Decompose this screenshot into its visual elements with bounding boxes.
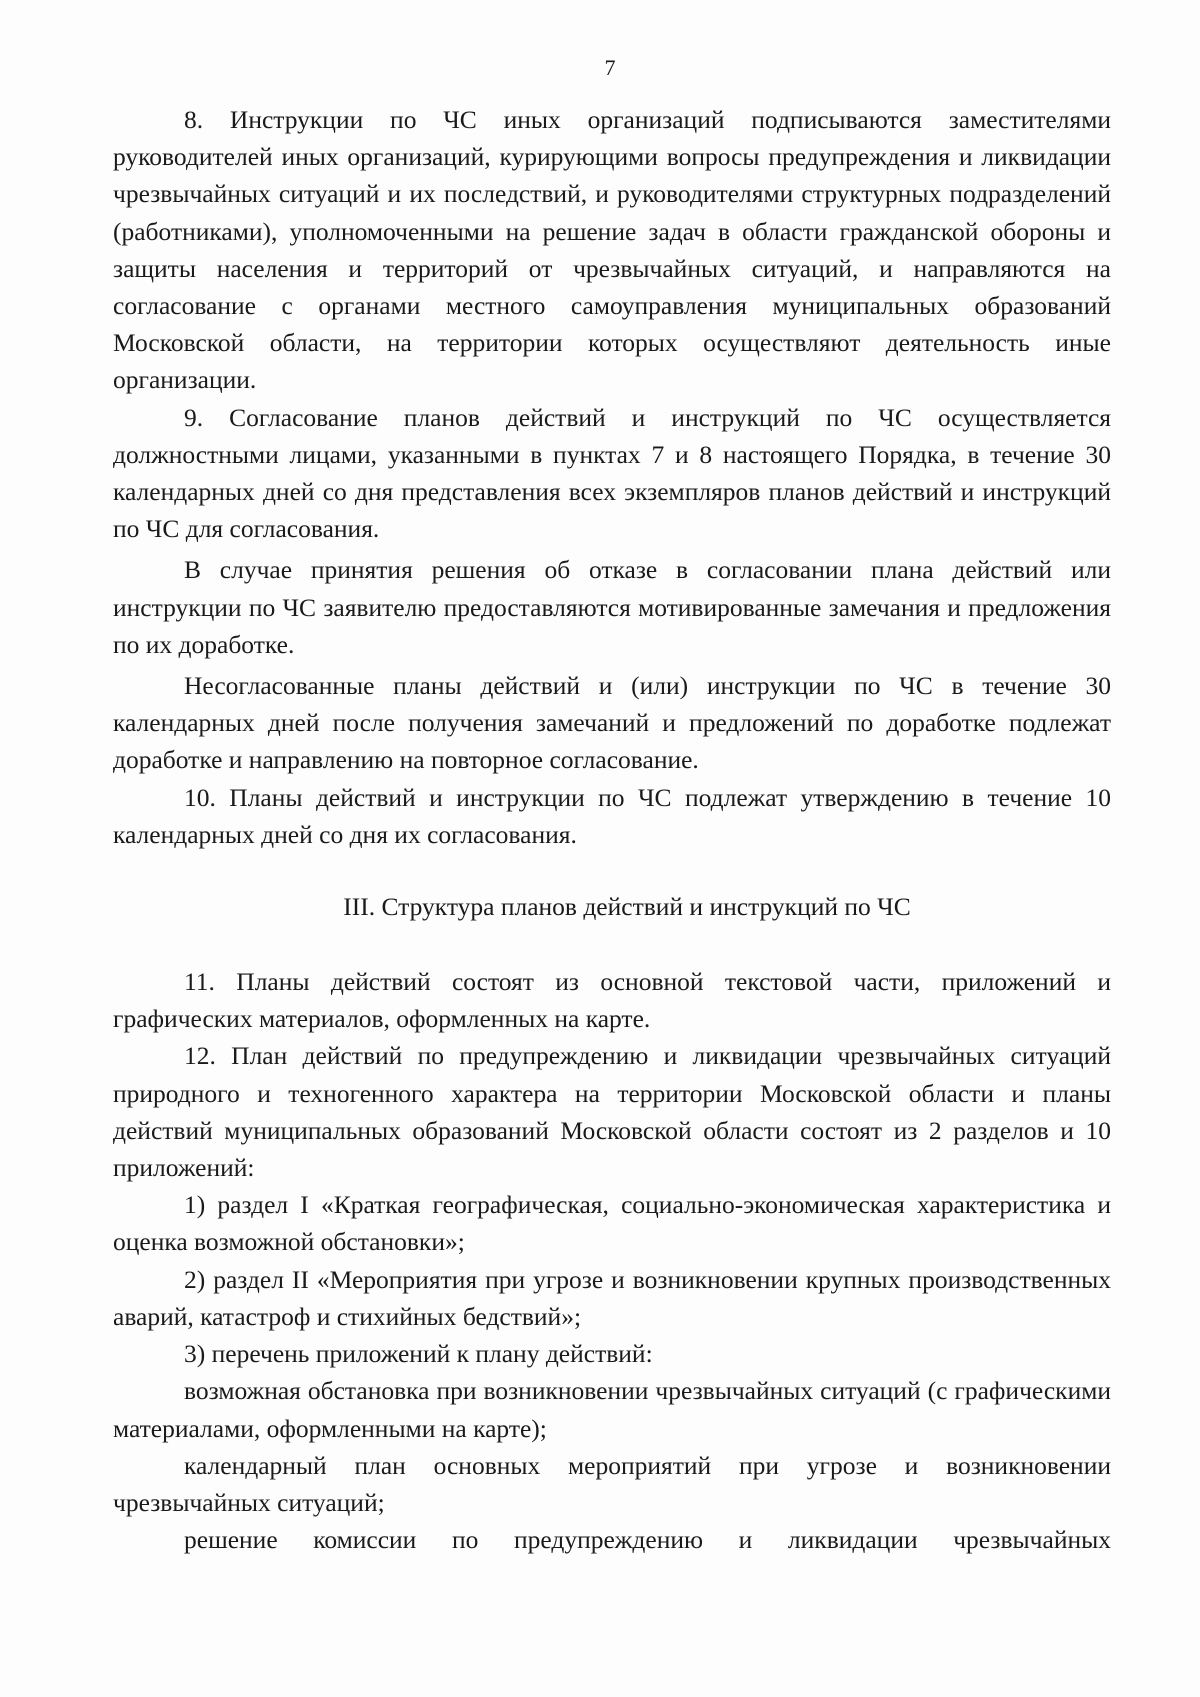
list-item-section-1: 1) раздел I «Краткая географическая, социально-экономическая характеристика и оценка возможной обстановки»;	[113, 1190, 1111, 1257]
list-item-possible-situation: возможная обстановка при возникновении чрезвычайных ситуаций (с графическими материалами, оформленными на карте);	[113, 1376, 1111, 1443]
paragraph-rework: Несогласованные планы действий и (или) инструкции по ЧС в течение 30 календарных дней после получения замечаний и предложений по доработке подлежат доработке и направлению на повторное согласование.	[113, 671, 1111, 775]
paragraph-item-9: 9. Согласование планов действий и инструкций по ЧС осуществляется должностными лицами, указанными в пунктах 7 и 8 настоящего Порядка, в течение 30 календарных дней со дня представления всех экземпляров планов действий и инструкций по ЧС для согласования.	[113, 402, 1111, 544]
paragraph-item-8: 8. Инструкции по ЧС иных организаций подписываются заместителями руководителей иных организаций, курирующими вопросы предупреждения и ликвидации чрезвычайных ситуаций и их последствий, и руководителями структурных подразделений (работниками), уполномоченными на решение задач в области гражданской обороны и защиты населения и территорий от чрезвычайных ситуаций, и направляются на согласование с органами местного самоуправления муниципальных образований Московской области, на территории которых осуществляют деятельность иные организации.	[113, 105, 1111, 395]
paragraph-refusal: В случае принятия решения об отказе в согласовании плана действий или инструкции по ЧС заявителю предоставляются мотивированные замечания и предложения по их доработке.	[113, 555, 1111, 659]
paragraph-item-12: 12. План действий по предупреждению и ликвидации чрезвычайных ситуаций природного и техногенного характера на территории Московской области и планы действий муниципальных образований Московской области состоят из 2 разделов и 10 приложений:	[113, 1041, 1111, 1183]
list-item-commission-decision: решение комиссии по предупреждению и ликвидации чрезвычайных	[184, 1525, 1111, 1555]
section-heading: III. Структура планов действий и инструкций по ЧС	[343, 892, 911, 922]
paragraph-item-11: 11. Планы действий состоят из основной текстовой части, приложений и графических материалов, оформленных на карте.	[113, 967, 1111, 1034]
document-body	[113, 101, 1111, 1558]
page-number: 7	[604, 55, 616, 80]
list-item-calendar-plan: календарный план основных мероприятий при угрозе и возникновении чрезвычайных ситуаций;	[113, 1450, 1111, 1517]
list-item-section-2: 2) раздел II «Мероприятия при угрозе и возникновении крупных производственных аварий, катастроф и стихийных бедствий»;	[113, 1264, 1111, 1331]
paragraph-item-10: 10. Планы действий и инструкции по ЧС подлежат утверждению в течение 10 календарных дней со дня их согласования.	[113, 782, 1111, 849]
list-item-appendices: 3) перечень приложений к плану действий:	[184, 1339, 653, 1369]
